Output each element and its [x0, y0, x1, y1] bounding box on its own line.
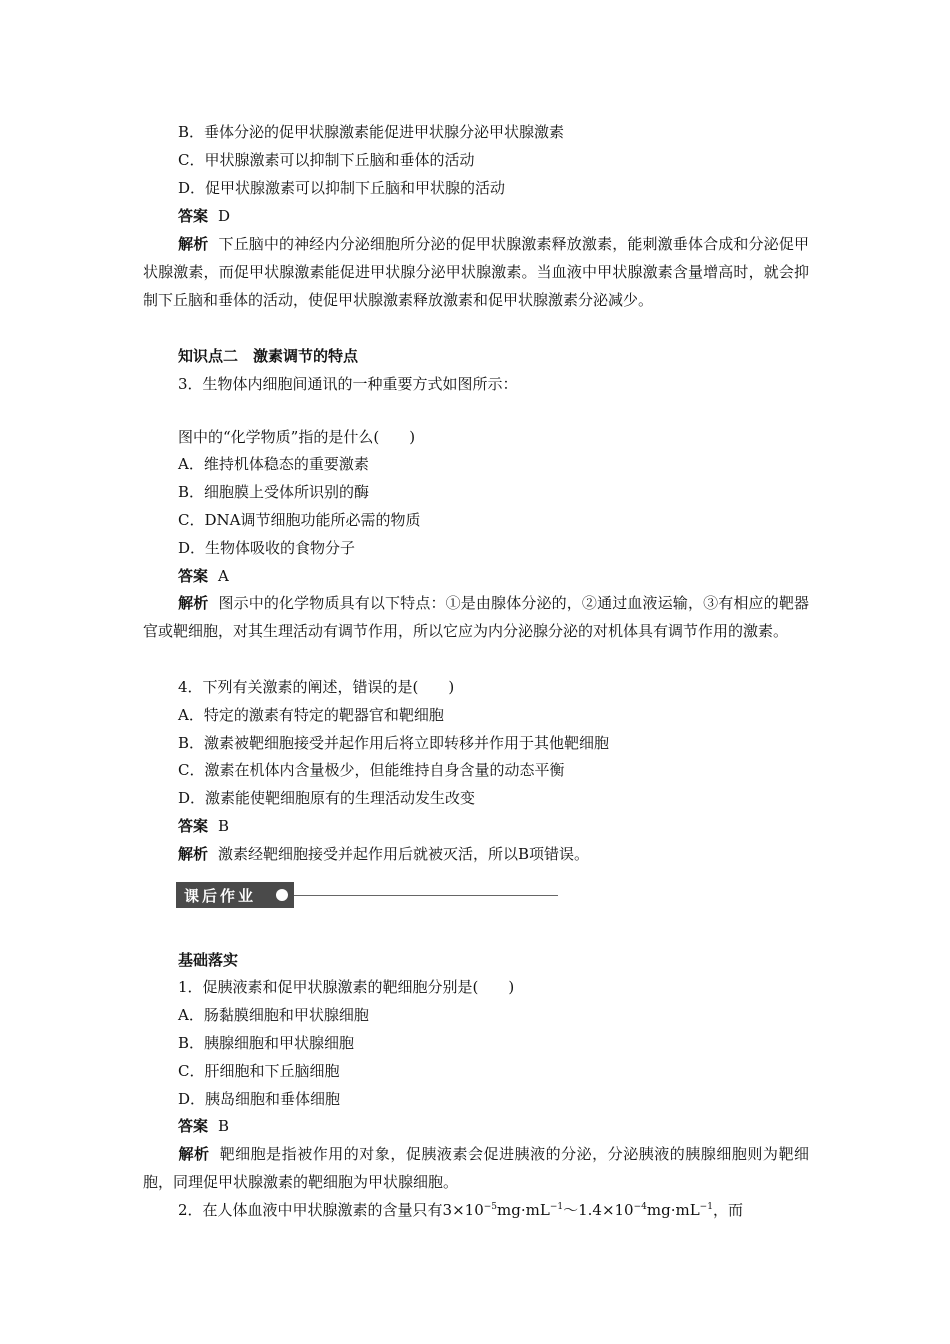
answer-label: 答案 — [178, 567, 209, 585]
analysis-label: 解析 — [178, 845, 209, 863]
q4-option-d: D．激素能使靶细胞原有的生理活动发生改变 — [178, 789, 476, 807]
divider — [294, 895, 558, 896]
homework-banner-title: 课后作业 — [184, 887, 257, 905]
analysis-text: 图示中的化学物质具有以下特点：①是由腺体分泌的，②通过血液运输，③有相应的靶器官或靶细胞，对其生理活动有调节作用，所以它应为内分泌腺分泌的对机体具有调节作用的激素。 — [143, 594, 809, 640]
hw1-stem: 1．促胰液素和促甲状腺激素的靶细胞分别是( ) — [178, 978, 515, 996]
answer-label: 答案 — [178, 207, 209, 225]
knowledge-point-heading: 知识点二 激素调节的特点 — [178, 347, 359, 365]
answer-value: D — [218, 207, 231, 225]
answer-value: A — [218, 567, 229, 585]
hw1-option-b: B．胰腺细胞和甲状腺细胞 — [178, 1034, 355, 1052]
q3-stem: 3．生物体内细胞间通讯的一种重要方式如图所示： — [178, 375, 518, 393]
answer-label: 答案 — [178, 1117, 209, 1135]
analysis-label: 解析 — [178, 594, 209, 612]
q3-option-d: D．生物体吸收的食物分子 — [178, 539, 356, 557]
q2-option-d: D．促甲状腺激素可以抑制下丘脑和甲状腺的活动 — [178, 179, 506, 197]
q3-analysis — [143, 589, 809, 645]
hw1-option-c: C．肝细胞和下丘脑细胞 — [178, 1062, 340, 1080]
hw1-analysis — [143, 1140, 809, 1196]
analysis-text: 靶细胞是指被作用的对象，促胰液素会促进胰液的分泌，分泌胰液的胰腺细胞则为靶细胞，同理促甲状腺激素的靶细胞为甲状腺细胞。 — [143, 1145, 809, 1191]
analysis-text: 激素经靶细胞接受并起作用后就被灭活，所以B项错误。 — [218, 845, 590, 863]
analysis-label: 解析 — [178, 235, 209, 253]
q4-stem: 4．下列有关激素的阐述，错误的是( ) — [178, 678, 455, 696]
q2-answer — [178, 206, 230, 226]
q3-option-b: B．细胞膜上受体所识别的酶 — [178, 483, 370, 501]
q4-option-c: C．激素在机体内含量极少，但能维持自身含量的动态平衡 — [178, 761, 565, 779]
q2-analysis — [143, 230, 809, 314]
q4-option-a: A．特定的激素有特定的靶器官和靶细胞 — [178, 706, 444, 724]
basic-section-heading: 基础落实 — [178, 951, 239, 969]
answer-label: 答案 — [178, 817, 209, 835]
q3-question: 图中的“化学物质”指的是什么( ) — [178, 428, 416, 446]
hw1-option-a: A．肠黏膜细胞和甲状腺细胞 — [178, 1006, 369, 1024]
answer-value: B — [218, 817, 230, 835]
q4-answer — [178, 816, 229, 836]
answer-value: B — [218, 1117, 230, 1135]
analysis-text: 下丘脑中的神经内分泌细胞所分泌的促甲状腺激素释放激素，能刺激垂体合成和分泌促甲状腺激素，而促甲状腺激素能促进甲状腺分泌甲状腺激素。当血液中甲状腺激素含量增高时，就会抑制下丘脑和垂体的活动，使促甲状腺激素释放激素和促甲状腺激素分泌减少。 — [143, 235, 809, 309]
hw2-stem: 2．在人体血液中甲状腺激素的含量只有$3\times 10^{-5}mg\cdot mL^{-1}\sim 1.4\times 10^{-4}mg\cdot mL^{-1}$，而 — [178, 1201, 743, 1219]
hw1-option-d: D．胰岛细胞和垂体细胞 — [178, 1090, 341, 1108]
q3-option-c: C．DNA调节细胞功能所必需的物质 — [178, 511, 421, 529]
q3-answer — [178, 566, 229, 586]
q4-analysis — [178, 844, 589, 864]
hw1-answer — [178, 1116, 229, 1136]
homework-banner — [176, 882, 558, 908]
analysis-label: 解析 — [178, 1145, 210, 1163]
q3-option-a: A．维持机体稳态的重要激素 — [178, 455, 369, 473]
q4-option-b: B．激素被靶细胞接受并起作用后将立即转移并作用于其他靶细胞 — [178, 734, 610, 752]
q2-option-c: C．甲状腺激素可以抑制下丘脑和垂体的活动 — [178, 151, 475, 169]
bullet-dot-icon — [276, 889, 288, 901]
q2-option-b: B．垂体分泌的促甲状腺激素能促进甲状腺分泌甲状腺激素 — [178, 123, 565, 141]
